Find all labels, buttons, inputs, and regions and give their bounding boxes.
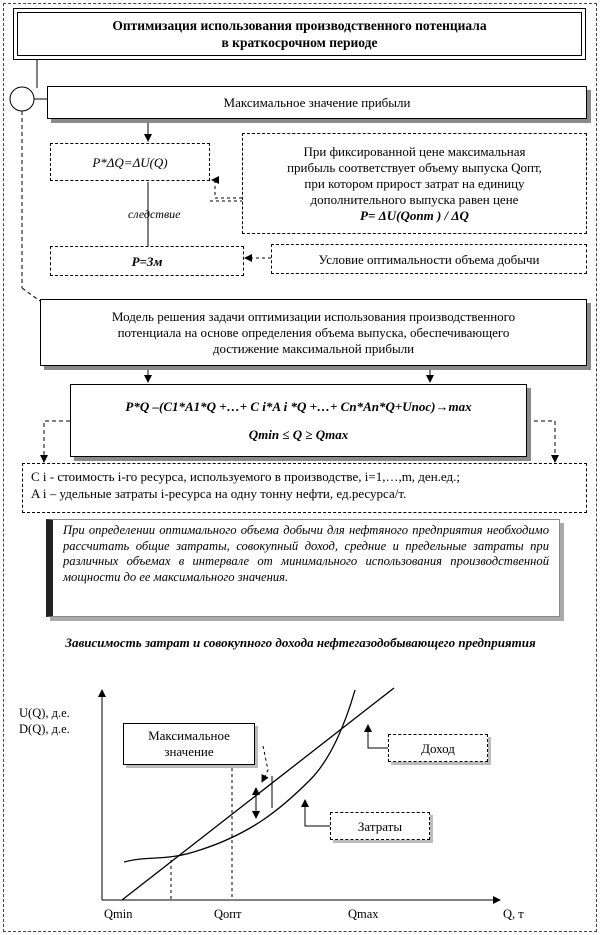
max-pointer — [262, 746, 268, 782]
profit-max-text: Максимальное значение прибыли — [223, 95, 411, 110]
fixed-price-formula: P= ΔU(Qопт ) / ΔQ — [360, 207, 469, 223]
objective-constraint: Qmin ≤ Q ≥ Qmax — [248, 426, 349, 442]
max-value-label — [123, 723, 255, 765]
cost-curve — [124, 690, 355, 862]
note-text: При определении оптимального объема добычи для нефтяного предприятия необходимо рассчитать общие затраты, совокупный доход, средние и предельные затраты при различных объемах в интервале от минимального использования производственной мощности до ее максимального значения. — [63, 523, 549, 584]
y-label-line-2: D(Q), д.е. — [19, 722, 70, 736]
definitions-line-1: C i - стоимость i-го ресурса, используемого в производстве, i=1,…,m, ден.ед.; — [31, 469, 460, 484]
revenue-label — [388, 734, 488, 762]
formula-text: P*ΔQ=ΔU(Q) — [92, 154, 168, 170]
fixed-price-line-3: при котором прирост затрат на единицу — [304, 175, 525, 191]
title-line-2: в краткосрочном периоде — [221, 35, 378, 50]
definitions-line-2: A i – удельные затраты i-ресурса на одну тонну нефти, ед.ресурса/т. — [31, 486, 407, 501]
cost-text: Затраты — [357, 818, 403, 834]
model-line-3: достижение максимальной прибыли — [212, 340, 415, 356]
model-line-2: потенциала на основе определения объема выпуска, обеспечивающего — [117, 324, 510, 340]
y-label-line-1: U(Q), д.е. — [19, 706, 70, 720]
fixed-price-line-1: При фиксированной цене максимальная — [303, 143, 526, 159]
fixed-price-line-2: прибыль соответствует объему выпуска Qопт, — [287, 159, 542, 175]
optimal-condition-text: Условие оптимальности объема добычи — [318, 251, 540, 267]
model-line-1: Модель решения задачи оптимизации использования производственного — [111, 308, 516, 324]
x-tick-qmax: Qmax — [348, 907, 379, 921]
consequence-label: следствие — [128, 207, 181, 221]
title-line-1: Оптимизация использования производственного потенциала — [112, 18, 487, 33]
cost-pointer — [305, 800, 330, 826]
x-axis-label: Q, т — [503, 907, 524, 921]
revenue-line — [122, 688, 394, 900]
revenue-text: Доход — [421, 740, 455, 756]
y-axis-label — [19, 705, 70, 737]
p-eq-zm-text: P=Зм — [131, 253, 163, 269]
chart-title: Зависимость затрат и совокупного дохода нефтегазодобывающего предприятия — [65, 635, 536, 650]
objective-function: P*Q –(C1*A1*Q +…+ C i*A i *Q +…+ Cn*An*Q+Uпос)→max — [125, 398, 472, 414]
fixed-price-line-4: дополнительного выпуска равен цене — [310, 191, 519, 207]
x-tick-qmin: Qmin — [104, 907, 133, 921]
cost-label — [330, 812, 430, 840]
x-tick-qopt: Qопт — [214, 907, 242, 921]
max-value-text: Максимальное значение — [148, 728, 230, 759]
revenue-pointer — [368, 725, 388, 748]
